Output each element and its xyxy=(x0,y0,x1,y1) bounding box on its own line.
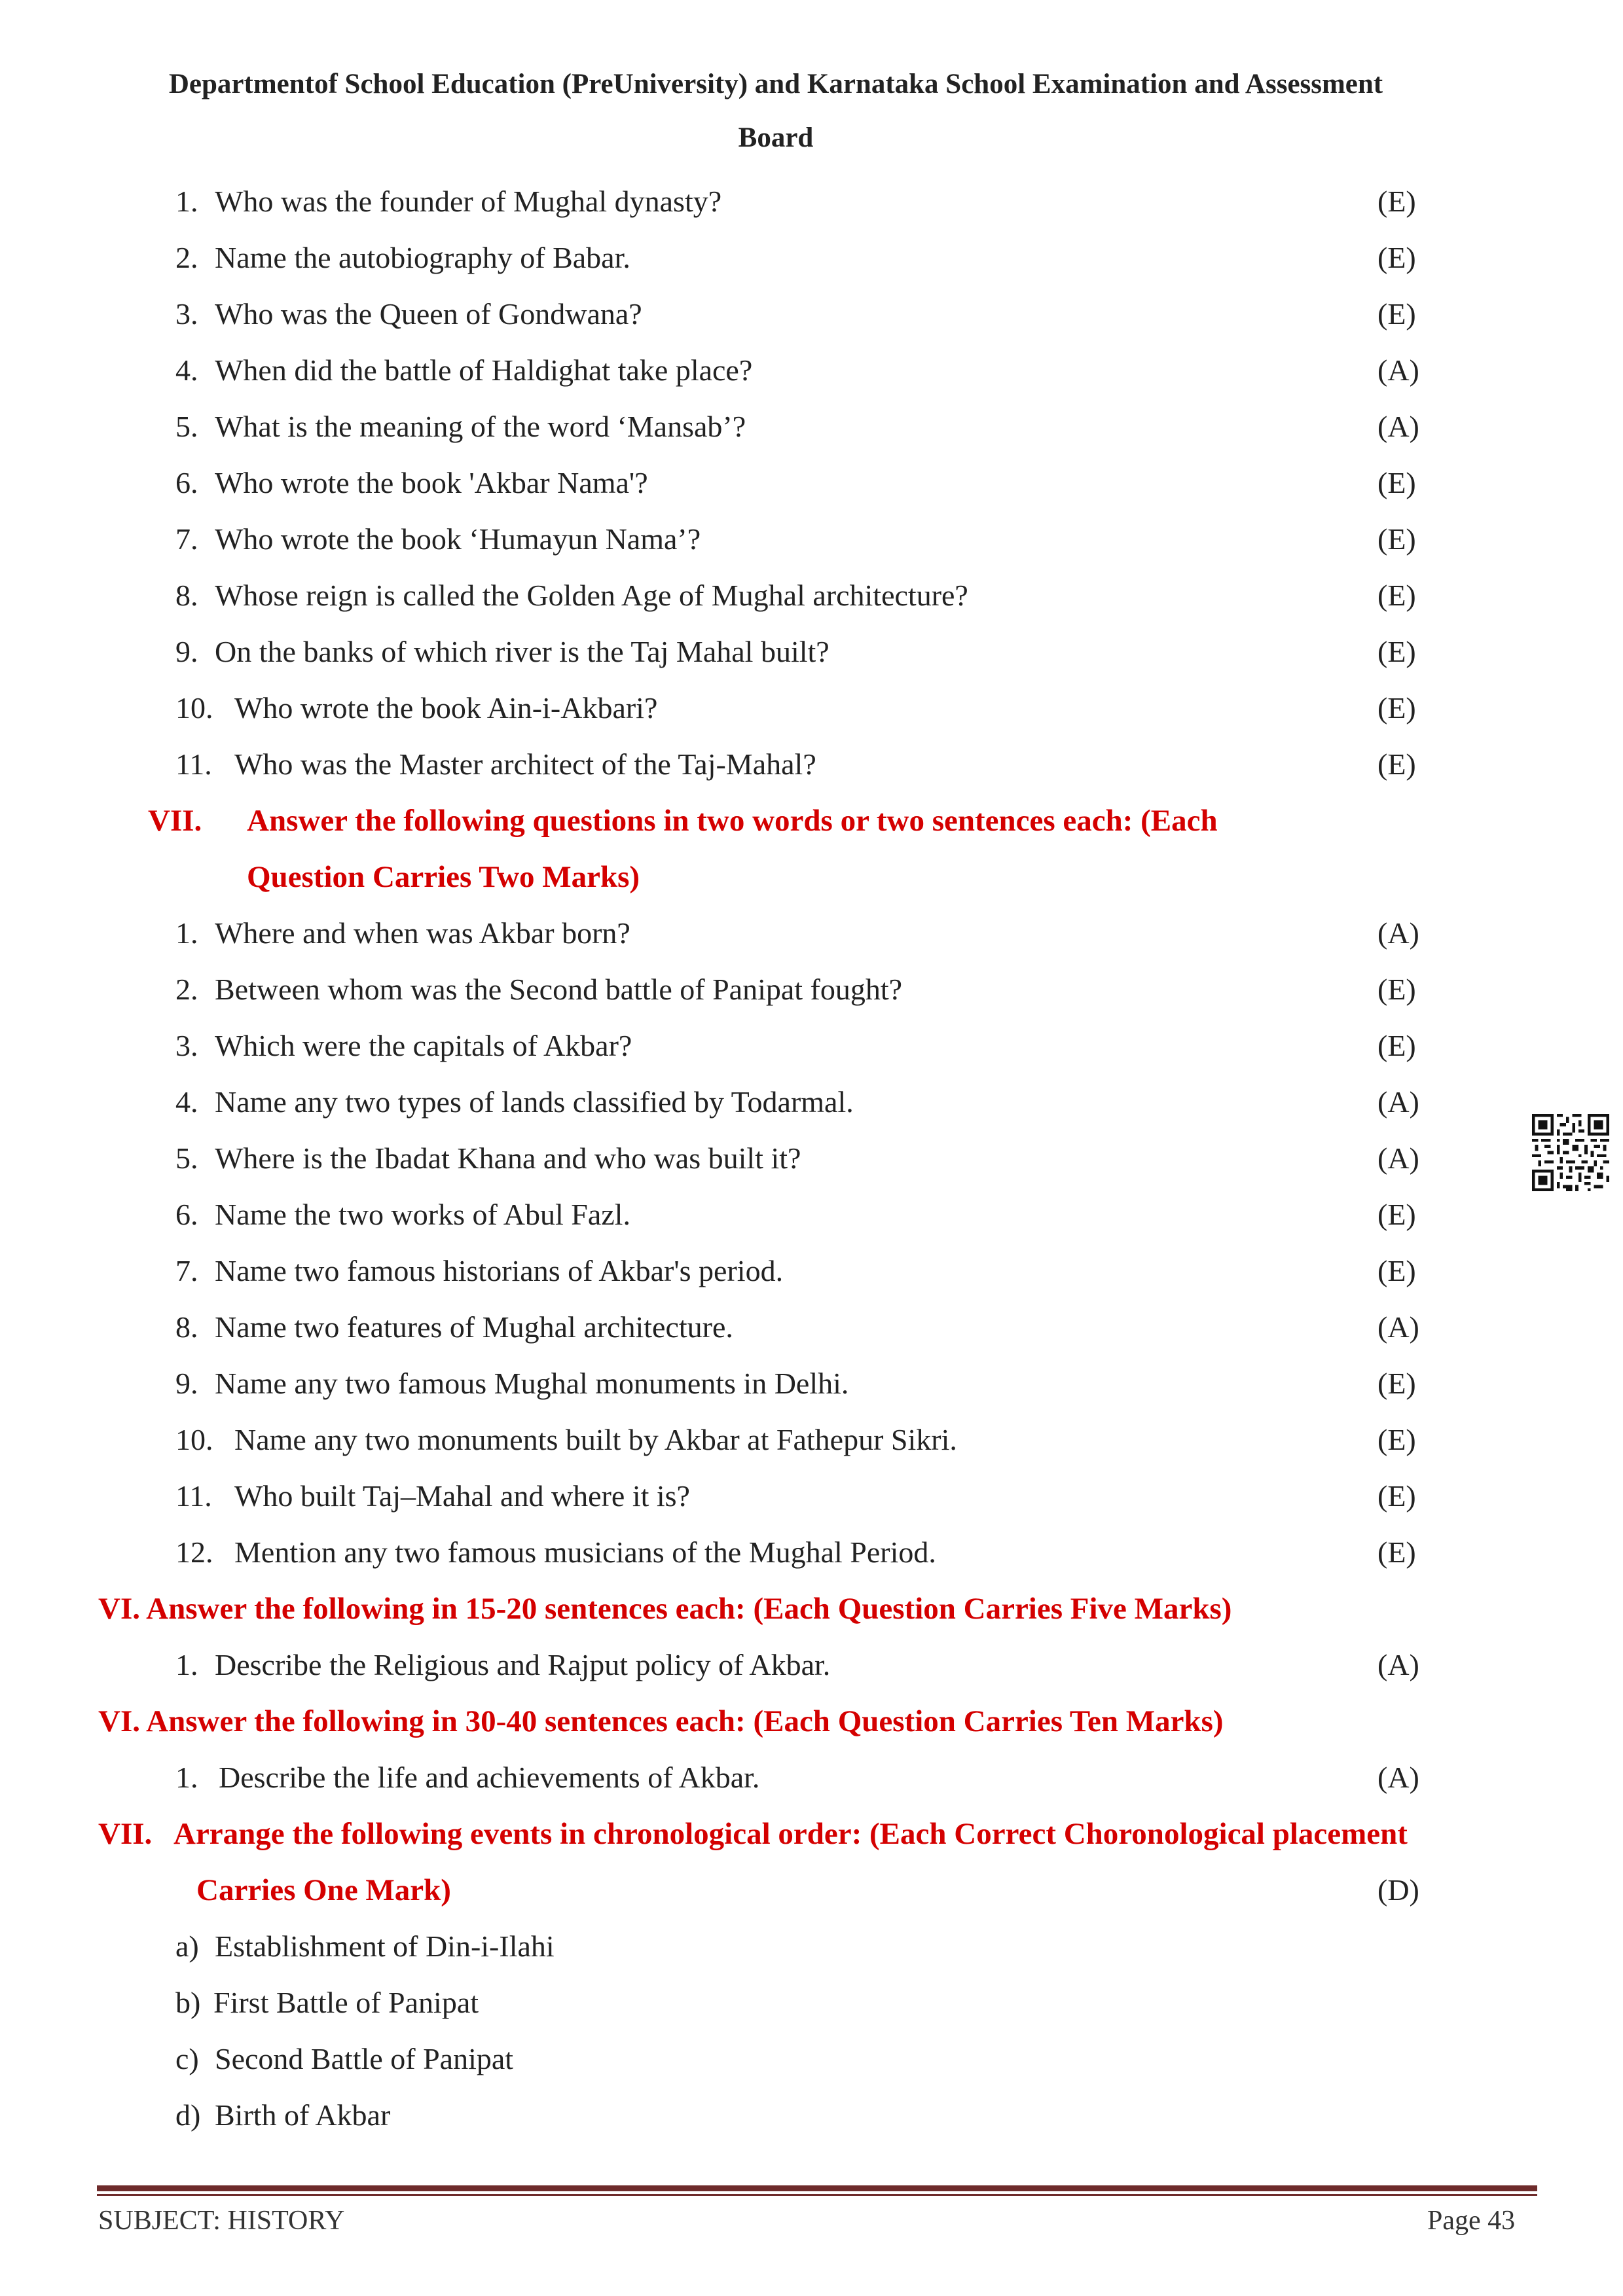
section-numeral: VII. xyxy=(148,804,202,838)
difficulty-tag: (E) xyxy=(1377,747,1416,781)
list-item: 4. When did the battle of Haldighat take place? (A) xyxy=(0,342,1623,399)
list-item: 1. Describe the life and achievements of Akbar. (A) xyxy=(0,1749,1623,1806)
difficulty-tag: (E) xyxy=(1377,691,1416,725)
difficulty-tag: (A) xyxy=(1377,1761,1419,1794)
list-item: 8. Name two features of Mughal architecture. (A) xyxy=(0,1299,1623,1355)
difficulty-tag: (A) xyxy=(1377,916,1419,950)
difficulty-tag: (E) xyxy=(1377,579,1416,612)
list-item: 11. Who was the Master architect of the Taj-Mahal? (E) xyxy=(0,736,1623,793)
list-item: 6. Name the two works of Abul Fazl. (E) xyxy=(0,1187,1623,1243)
list-item: 1. Who was the founder of Mughal dynasty? (E) xyxy=(0,173,1623,230)
difficulty-tag: (D) xyxy=(1377,1873,1419,1907)
list-item: a) Establishment of Din-i-Ilahi xyxy=(175,1929,555,1963)
footer-divider xyxy=(97,2185,1537,2191)
difficulty-tag: (E) xyxy=(1377,1423,1416,1456)
list-item: 4. Name any two types of lands classified by Todarmal. (A) xyxy=(0,1074,1623,1130)
list-item: 3. Which were the capitals of Akbar? (E) xyxy=(0,1018,1623,1074)
list-item: 12. Mention any two famous musicians of the Mughal Period. (E) xyxy=(0,1524,1623,1581)
difficulty-tag: (A) xyxy=(1377,1310,1419,1344)
difficulty-tag: (E) xyxy=(1377,635,1416,668)
footer-subject: SUBJECT: HISTORY xyxy=(98,2206,345,2236)
section-title-line-1: Answer the following questions in two words or two sentences each: (Each xyxy=(247,804,1218,838)
section-title-line-2: Question Carries Two Marks) xyxy=(247,860,640,894)
difficulty-tag: (A) xyxy=(1377,353,1419,387)
section-title: VI. Answer the following in 30-40 sentences each: (Each Question Carries Ten Marks) xyxy=(98,1704,1224,1738)
list-item: c) Second Battle of Panipat xyxy=(175,2042,514,2075)
difficulty-tag: (A) xyxy=(1377,1141,1419,1175)
list-item: 2. Name the autobiography of Babar. (E) xyxy=(0,230,1623,286)
difficulty-tag: (E) xyxy=(1377,522,1416,556)
section-title-line-1: Arrange the following events in chronological order: (Each Correct Choronological placement xyxy=(173,1817,1408,1851)
difficulty-tag: (E) xyxy=(1377,1479,1416,1513)
difficulty-tag: (E) xyxy=(1377,297,1416,331)
page-header xyxy=(0,58,1552,165)
list-item: d) Birth of Akbar xyxy=(175,2098,391,2132)
difficulty-tag: (E) xyxy=(1377,1535,1416,1569)
header-line-1: Departmentof School Education (PreUniversity) and Karnataka School Examination and Assessment xyxy=(168,69,1383,99)
list-item: 6. Who wrote the book 'Akbar Nama'? (E) xyxy=(0,455,1623,511)
list-item: b) First Battle of Panipat xyxy=(175,1986,479,2019)
section-heading-chronology-cont xyxy=(0,1862,1623,1918)
difficulty-tag: (E) xyxy=(1377,1198,1416,1231)
list-item: 9. On the banks of which river is the Taj Mahal built? (E) xyxy=(0,624,1623,680)
list-item: 2. Between whom was the Second battle of Panipat fought? (E) xyxy=(0,961,1623,1018)
difficulty-tag: (E) xyxy=(1377,466,1416,499)
section-numeral: VII. xyxy=(98,1817,153,1851)
qr-code-icon xyxy=(1532,1114,1609,1191)
difficulty-tag: (E) xyxy=(1377,1254,1416,1287)
section-title: VI. Answer the following in 15-20 sentences each: (Each Question Carries Five Marks) xyxy=(98,1592,1232,1626)
list-item: 8. Whose reign is called the Golden Age of Mughal architecture? (E) xyxy=(0,567,1623,624)
list-item: 7. Who wrote the book ‘Humayun Nama’? (E) xyxy=(0,511,1623,567)
list-item: 5. What is the meaning of the word ‘Mansab’? (A) xyxy=(0,399,1623,455)
section-title-line-2: Carries One Mark) xyxy=(196,1873,451,1907)
difficulty-tag: (E) xyxy=(1377,1029,1416,1062)
list-item: 11. Who built Taj–Mahal and where it is? (E) xyxy=(0,1468,1623,1524)
footer-divider-thin xyxy=(97,2194,1537,2196)
difficulty-tag: (E) xyxy=(1377,973,1416,1006)
list-item: 1. Describe the Religious and Rajput policy of Akbar. (A) xyxy=(0,1637,1623,1693)
list-item: 7. Name two famous historians of Akbar's period. (E) xyxy=(0,1243,1623,1299)
header-line-2: Board xyxy=(738,122,814,153)
difficulty-tag: (A) xyxy=(1377,1648,1419,1681)
difficulty-tag: (E) xyxy=(1377,241,1416,274)
list-item: 9. Name any two famous Mughal monuments in Delhi. (E) xyxy=(0,1355,1623,1412)
difficulty-tag: (E) xyxy=(1377,185,1416,218)
list-item: 10. Who wrote the book Ain-i-Akbari? (E) xyxy=(0,680,1623,736)
list-item: 10. Name any two monuments built by Akbar at Fathepur Sikri. (E) xyxy=(0,1412,1623,1468)
difficulty-tag: (E) xyxy=(1377,1367,1416,1400)
difficulty-tag: (A) xyxy=(1377,410,1419,443)
difficulty-tag: (A) xyxy=(1377,1085,1419,1119)
footer-page-number: Page 43 xyxy=(1427,2206,1516,2236)
list-item: 3. Who was the Queen of Gondwana? (E) xyxy=(0,286,1623,342)
list-item: 5. Where is the Ibadat Khana and who was built it? (A) xyxy=(0,1130,1623,1187)
list-item: 1. Where and when was Akbar born? (A) xyxy=(0,905,1623,961)
